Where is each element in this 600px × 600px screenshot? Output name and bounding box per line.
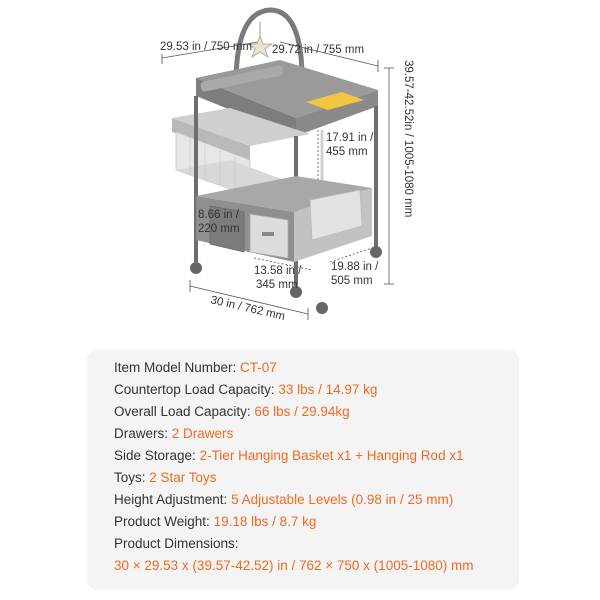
drawer-width-label-2: 345 mm: [256, 279, 298, 291]
spec-label: Countertop Load Capacity:: [114, 382, 279, 397]
spec-label: Toys:: [114, 470, 150, 485]
spec-height-adjustment: [114, 492, 453, 508]
drawer-depth-label-2: 505 mm: [331, 275, 373, 287]
spec-value: 2 Drawers: [171, 426, 234, 441]
spec-product-dimensions: [114, 536, 239, 552]
drawer-depth-label-1: 19.88 in /: [331, 261, 379, 273]
spec-value: 30 × 29.53 x (39.57-42.52) in / 762 × 750 x (1005-1080) mm: [114, 558, 474, 573]
drawer-height-label-2: 220 mm: [198, 223, 240, 235]
spec-model-number: [114, 360, 277, 376]
spec-label: Item Model Number:: [114, 360, 241, 375]
spec-product-dimensions-value: [114, 558, 473, 574]
spec-product-weight: [114, 514, 316, 530]
spec-label: Overall Load Capacity:: [114, 404, 255, 419]
top-width-label: 29.53 in / 750 mm: [160, 41, 253, 53]
specifications-panel: [87, 350, 519, 590]
top-depth-label: 29.72 in / 755 mm: [272, 44, 365, 56]
tier-gap-label-1: 17.91 in /: [326, 132, 374, 144]
spec-label: Height Adjustment:: [114, 492, 232, 507]
drawer-width-label-1: 13.58 in /: [254, 265, 302, 277]
spec-label: Drawers:: [114, 426, 172, 441]
spec-value: 2-Tier Hanging Basket x1 + Hanging Rod x1: [199, 448, 464, 463]
spec-toys: [114, 470, 217, 486]
spec-value: 2 Star Toys: [149, 470, 217, 485]
spec-label: Side Storage:: [114, 448, 200, 463]
spec-value: 66 lbs / 29.94kg: [254, 404, 350, 419]
spec-value: CT-07: [240, 360, 277, 375]
spec-countertop-load: [114, 382, 377, 398]
spec-overall-load: [114, 404, 350, 420]
spec-drawers: [114, 426, 233, 442]
height-label: 39.57-42.52in / 1005-1080 mm: [402, 60, 414, 218]
spec-value: 19.18 lbs / 8.7 kg: [213, 514, 317, 529]
tier-gap-label-2: 455 mm: [326, 146, 368, 158]
spec-value: 33 lbs / 14.97 kg: [278, 382, 378, 397]
spec-value: 5 Adjustable Levels (0.98 in / 25 mm): [231, 492, 454, 507]
base-width-label: 30 in / 762 mm: [209, 294, 287, 324]
spec-side-storage: [114, 448, 464, 464]
spec-label: Product Weight:: [114, 514, 214, 529]
drawer-height-label-1: 8.66 in /: [198, 209, 239, 221]
spec-label: Product Dimensions:: [114, 536, 239, 551]
